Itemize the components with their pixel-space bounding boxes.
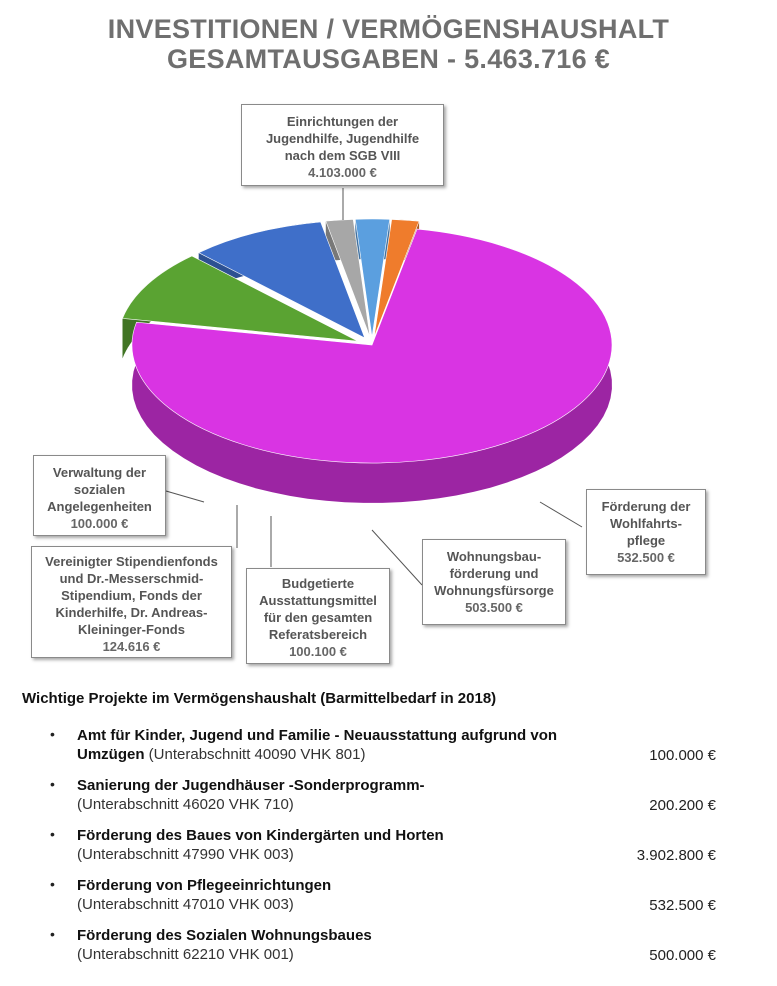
project-amount: 500.000 € (649, 947, 716, 964)
projects-list (50, 726, 730, 976)
callout-value: 4.103.000 € (308, 165, 377, 180)
project-amount: 3.902.800 € (636, 847, 716, 864)
callout-label: Einrichtungen der Jugendhilfe, Jugendhilfe nach dem SGB VIII (265, 114, 420, 163)
project-sub: (Unterabschnitt 47010 VHK 003) (77, 896, 294, 913)
project-item (50, 776, 730, 826)
bullet-icon: • (50, 826, 55, 842)
callout-value: 100.100 € (289, 644, 347, 659)
callout-verwaltung (33, 455, 166, 536)
bullet-icon: • (50, 876, 55, 892)
project-amount: 100.000 € (649, 747, 716, 764)
leader-line-verwaltung (166, 491, 204, 502)
project-title: Amt für Kinder, Jugend und Familie - Neuausstattung aufgrund von Umzügen (77, 727, 558, 763)
projects-section-title: Wichtige Projekte im Vermögenshaushalt (Barmittelbedarf in 2018) (22, 690, 497, 707)
project-sub: (Unterabschnitt 47990 VHK 003) (77, 846, 294, 863)
project-amount: 532.500 € (649, 897, 716, 914)
callout-label: Förderung der Wohlfahrts- pflege (601, 499, 691, 548)
callout-wohlfahrt (586, 489, 706, 575)
project-amount: 200.200 € (649, 797, 716, 814)
bullet-icon: • (50, 726, 55, 742)
chart-title-line1: INVESTITIONEN / VERMÖGENSHAUSHALT (107, 14, 670, 44)
callout-value: 124.616 € (102, 639, 161, 654)
callout-label: Verwaltung der sozialen Angelegenheiten (47, 465, 152, 514)
project-title: Förderung des Sozialen Wohnungsbaues (77, 927, 372, 944)
project-title: Sanierung der Jugendhäuser -Sonderprogramm- (77, 777, 425, 794)
callout-label: Vereinigter Stipendienfonds und Dr.-Messerschmid- Stipendium, Fonds der Kinderhilfe, Dr. Andreas- Kleininger-Fonds (45, 554, 218, 637)
project-item (50, 926, 730, 976)
project-name (77, 826, 617, 864)
callout-budget (246, 568, 390, 664)
callout-label: Wohnungsbau- förderung und Wohnungsfürsorge (434, 549, 554, 598)
project-name (77, 926, 617, 964)
project-item (50, 726, 730, 776)
callout-value: 100.000 € (70, 516, 129, 531)
project-name (77, 726, 617, 764)
leader-line-wohlfahrt (540, 502, 582, 527)
project-title: Förderung von Pflegeeinrichtungen (77, 877, 332, 894)
callout-value: 532.500 € (617, 550, 675, 565)
project-item (50, 826, 730, 876)
project-name (77, 776, 617, 814)
project-title: Förderung des Baues von Kindergärten und Horten (77, 827, 444, 844)
callout-value: 503.500 € (465, 600, 523, 615)
callout-label: Budgetierte Ausstattungsmittel für den gesamten Referatsbereich (259, 576, 377, 642)
bullet-icon: • (50, 776, 55, 792)
chart-title-line2: GESAMTAUSGABEN - 5.463.716 € (166, 44, 611, 74)
callout-stipendien (31, 546, 232, 658)
project-sub: (Unterabschnitt 46020 VHK 710) (77, 796, 294, 813)
project-name (77, 876, 617, 914)
project-item (50, 876, 730, 926)
project-sub: (Unterabschnitt 62210 VHK 001) (77, 946, 294, 963)
callout-wohnungsbau (422, 539, 566, 625)
project-sub: (Unterabschnitt 40090 VHK 801) (148, 746, 366, 763)
bullet-icon: • (50, 926, 55, 942)
callout-jugendhilfe (241, 104, 444, 186)
